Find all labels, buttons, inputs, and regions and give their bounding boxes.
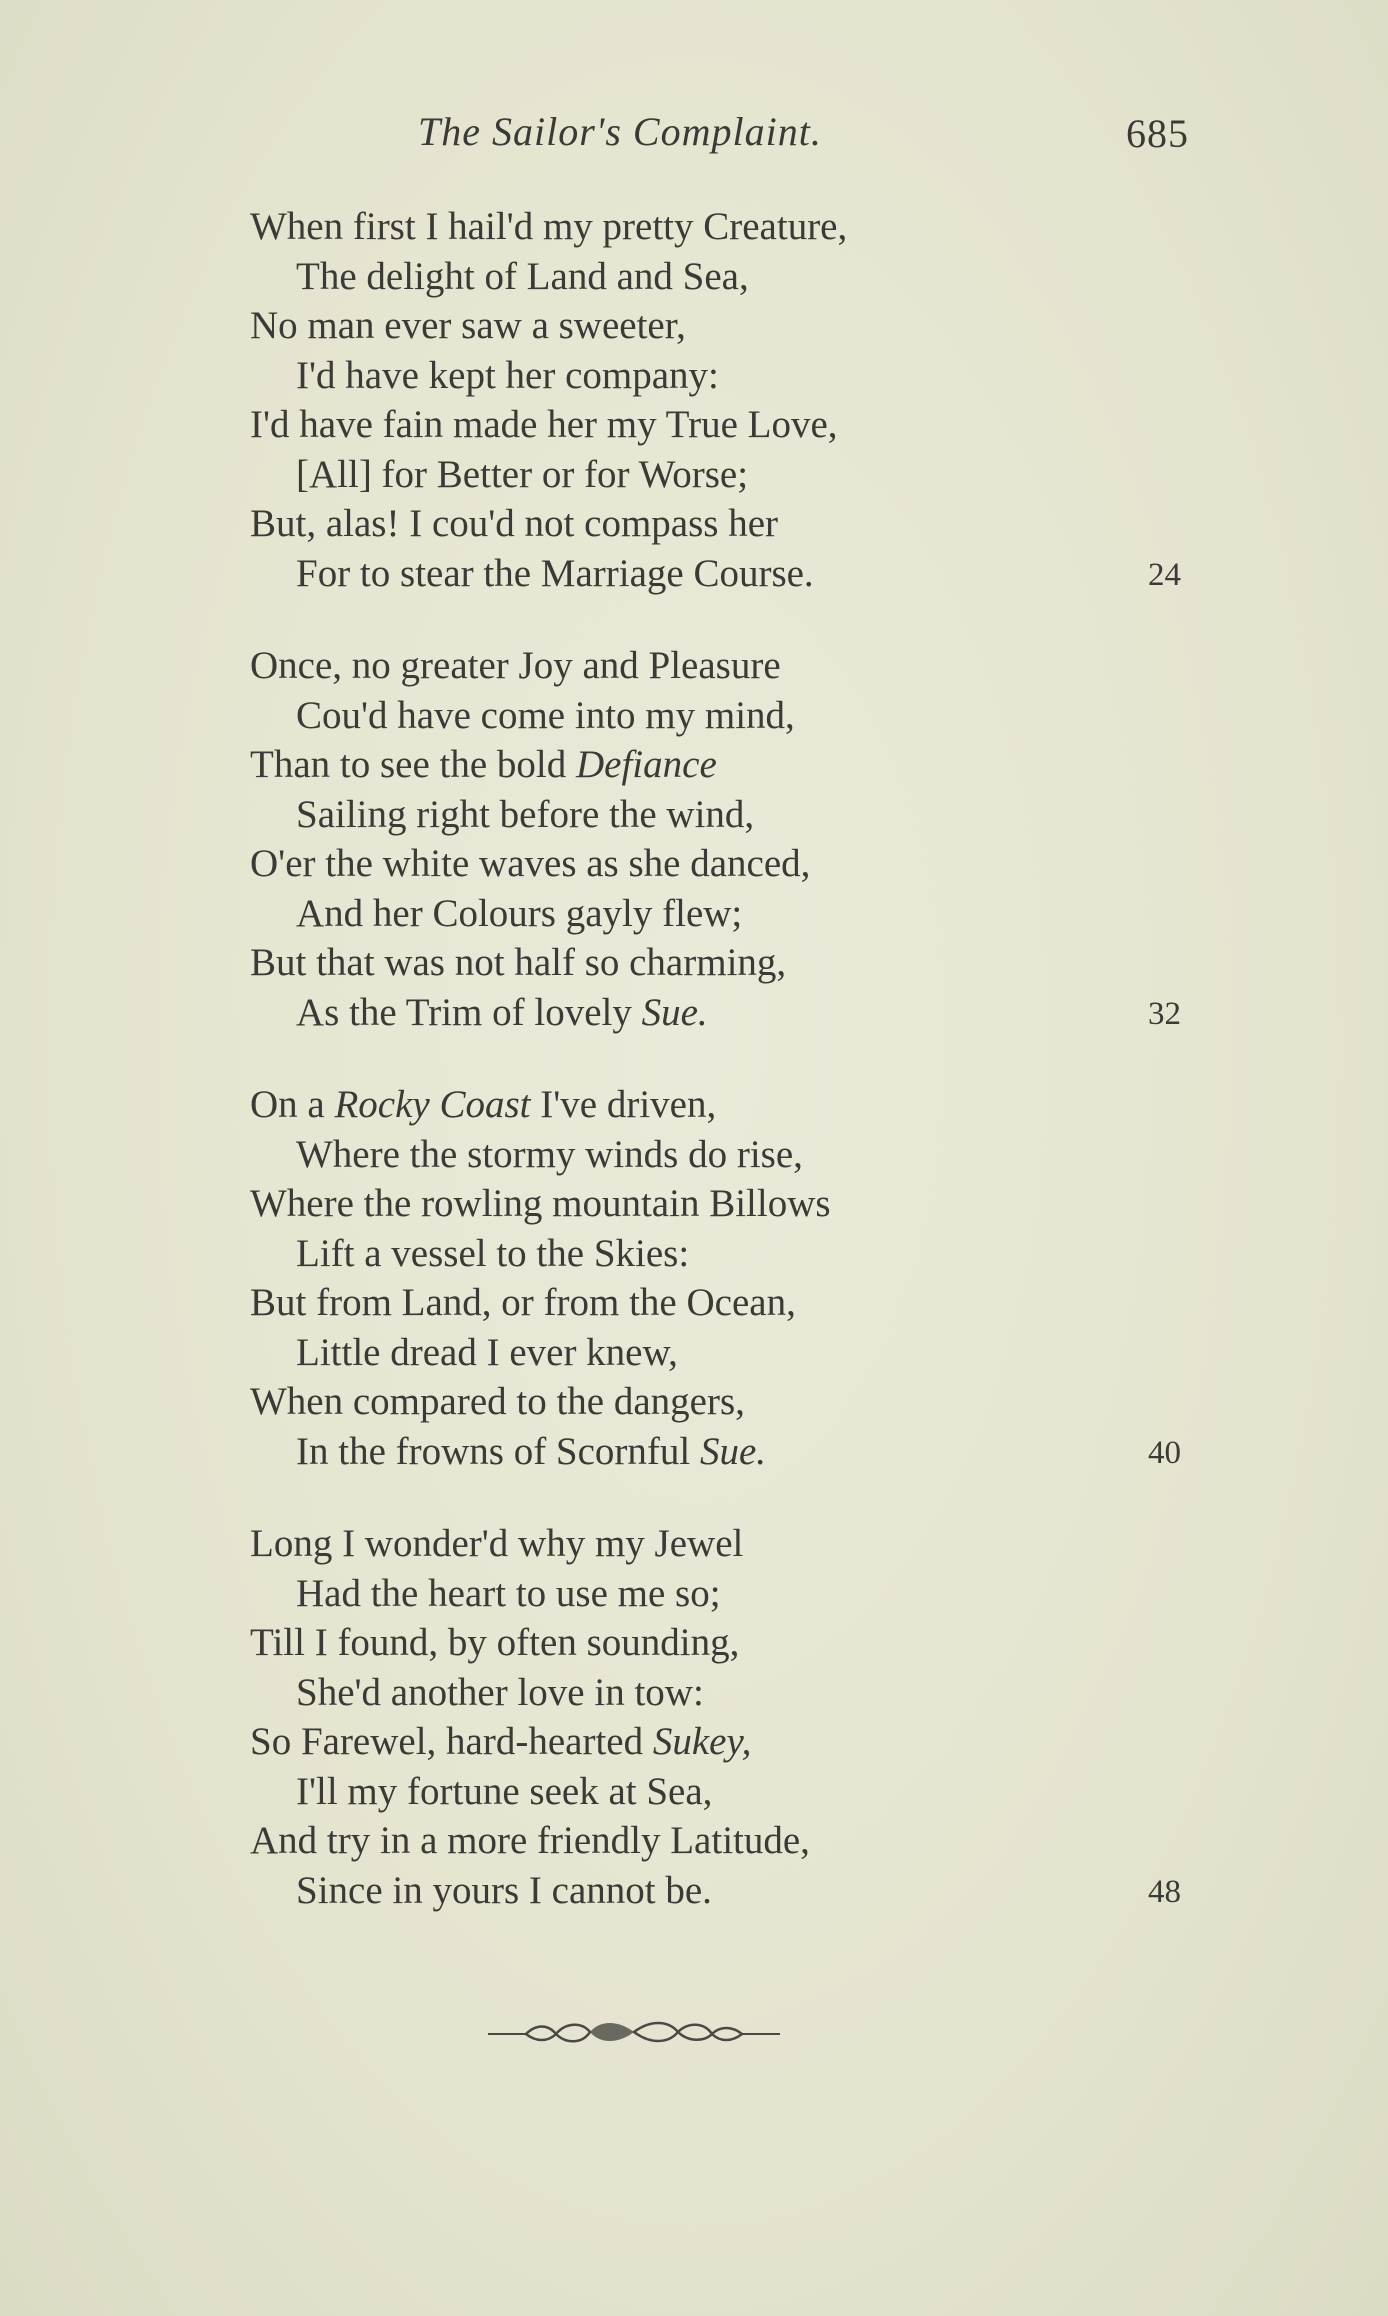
verse-line: The delight of Land and Sea, [296, 254, 749, 298]
verse-text: For to stear the Marriage Course. [296, 551, 814, 595]
verse-line: No man ever saw a sweeter, [250, 304, 686, 347]
name-italic: Sue. [700, 1429, 767, 1473]
verse-line [250, 988, 1210, 1038]
verse-line: Long I wonder'd why my Jewel [250, 1522, 744, 1565]
page-number: 685 [1126, 111, 1189, 156]
verse-text: Than to see the bold [250, 743, 567, 786]
verse-line: But from Land, or from the Ocean, [250, 1281, 796, 1324]
verse-line: But that was not half so charming, [250, 941, 787, 984]
running-title: The Sailor's Complaint. [418, 109, 822, 154]
verse-line: Lift a vessel to the Skies: [296, 1231, 690, 1275]
verse-line: Till I found, by often sounding, [250, 1621, 740, 1664]
name-italic: Sukey, [652, 1720, 752, 1763]
verse-line [250, 1717, 1210, 1767]
verse-line: I'll my fortune seek at Sea, [296, 1769, 713, 1813]
verse-text: In the frowns of Scornful [296, 1429, 691, 1473]
page-header [0, 108, 1388, 168]
tailpiece-ornament [486, 2012, 782, 2052]
stanza-4 [250, 1519, 1210, 1915]
verse-line: Where the stormy winds do rise, [296, 1132, 803, 1176]
verse-line: I'd have kept her company: [296, 353, 719, 397]
verse-line: Once, no greater Joy and Pleasure [250, 644, 781, 687]
verse-line [250, 549, 1210, 599]
stanza-2 [250, 641, 1210, 1037]
verse-line: Cou'd have come into my mind, [296, 693, 795, 737]
verse-line: I'd have fain made her my True Love, [250, 403, 838, 446]
verse-text: So Farewel, hard-hearted [250, 1720, 644, 1763]
verse-text: I've driven, [530, 1083, 717, 1126]
verse-text: As the Trim of lovely [296, 990, 632, 1034]
stanza-3 [250, 1080, 1210, 1476]
verse-text: Since in yours I cannot be. [296, 1868, 712, 1912]
verse-line: [All] for Better or for Worse; [296, 452, 749, 496]
name-italic: Sue. [641, 990, 708, 1034]
verse-line: When first I hail'd my pretty Creature, [250, 205, 848, 248]
verse-line: When compared to the dangers, [250, 1380, 745, 1423]
line-number: 24 [1148, 556, 1181, 593]
verse-line [250, 1427, 1210, 1477]
verse-text: On a [250, 1083, 325, 1126]
verse-line [250, 740, 1210, 790]
stanza-1 [250, 202, 1210, 598]
verse-line: Had the heart to use me so; [296, 1571, 721, 1615]
verse-line: O'er the white waves as she danced, [250, 842, 811, 885]
line-number: 40 [1148, 1434, 1181, 1471]
ship-name: Defiance [576, 743, 717, 786]
verse-line: And try in a more friendly Latitude, [250, 1819, 810, 1862]
line-number: 48 [1148, 1873, 1181, 1910]
verse-line [250, 1080, 1210, 1130]
verse-line: Sailing right before the wind, [296, 792, 755, 836]
verse-line: Little dread I ever knew, [296, 1330, 678, 1374]
verse-line: Where the rowling mountain Billows [250, 1182, 831, 1225]
verse-line: But, alas! I cou'd not compass her [250, 502, 778, 545]
verse-line: And her Colours gayly flew; [296, 891, 743, 935]
place-italic: Rocky Coast [334, 1083, 531, 1126]
verse-line [250, 1866, 1210, 1916]
verse-line: She'd another love in tow: [296, 1670, 704, 1714]
line-number: 32 [1148, 995, 1181, 1032]
